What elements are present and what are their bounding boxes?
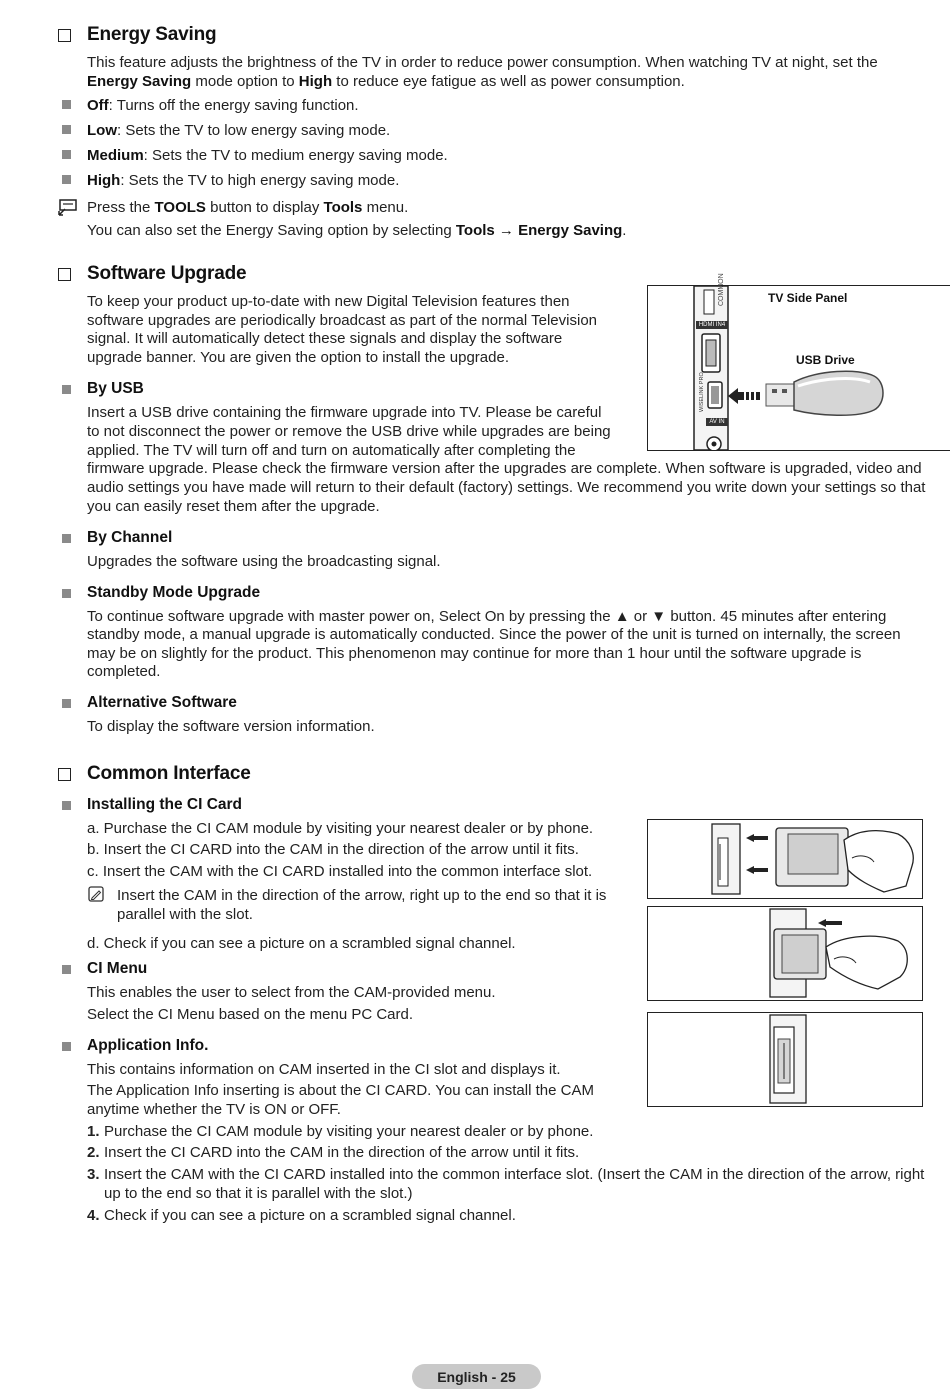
energy-intro-line1: This feature adjusts the brightness of the TV in order to reduce power consumption. When watching TV at night, set the bbox=[87, 54, 878, 71]
cam-slot-illustration bbox=[648, 907, 922, 1000]
installing-step-d: d. Check if you can see a picture on a scrambled signal channel. bbox=[87, 935, 516, 952]
standby-line: may be on slightly for the product. This phenomenon may continue for more than 1 hour until the software upgrade is bbox=[87, 645, 862, 662]
numbered-step: Insert the CI CARD into the CAM in the direction of the arrow until it fits. bbox=[104, 1144, 580, 1161]
energy-option-low: Low: Sets the TV to low energy saving mode. bbox=[87, 122, 391, 139]
numbered-index: 3. bbox=[87, 1166, 100, 1183]
installing-ci-title: Installing the CI Card bbox=[87, 796, 243, 813]
installing-step: a. Purchase the CI CAM module by visiting your nearest dealer or by phone. bbox=[87, 820, 594, 837]
bullet-square-icon bbox=[62, 175, 71, 184]
installing-step: b. Insert the CI CARD into the CAM in the direction of the arrow until it fits. bbox=[87, 841, 579, 858]
by-usb-line: you can easily reset them after the upgrade. bbox=[87, 498, 380, 515]
bullet-square-icon bbox=[62, 534, 71, 543]
software-intro-line: signal. It will automatically detect these signals and display the software bbox=[87, 330, 563, 347]
by-usb-line: firmware upgrade. Please check the firmware version after the upgrades are complete. When software is upgraded, video and bbox=[87, 460, 922, 477]
section-checkbox-icon bbox=[58, 29, 71, 42]
numbered-step: Purchase the CI CAM module by visiting your nearest dealer or by phone. bbox=[104, 1123, 594, 1140]
ci-card-into-cam-figure bbox=[647, 819, 923, 899]
page-number-badge: English - 25 bbox=[412, 1364, 541, 1389]
bullet-square-icon bbox=[62, 801, 71, 810]
by-channel-title: By Channel bbox=[87, 529, 173, 546]
app-info-line: The Application Info inserting is about the CI CARD. You can install the CAM bbox=[87, 1082, 594, 1099]
alternative-title: Alternative Software bbox=[87, 694, 237, 711]
section-checkbox-icon bbox=[58, 768, 71, 781]
numbered-step: Insert the CAM with the CI CARD installed into the common interface slot. (Insert the CAM in the direction of the arrow, right bbox=[104, 1166, 925, 1183]
software-upgrade-heading: Software Upgrade bbox=[87, 263, 247, 284]
port-common-label bbox=[718, 296, 725, 306]
tv-side-panel-illustration bbox=[648, 286, 950, 450]
by-usb-line: applied. The TV will turn off and turn on automatically after completing the bbox=[87, 442, 576, 459]
usb-drive-label: USB Drive bbox=[796, 353, 855, 367]
by-channel-line: Upgrades the software using the broadcasting signal. bbox=[87, 553, 441, 570]
app-info-line: anytime whether the TV is ON or OFF. bbox=[87, 1101, 341, 1118]
tools-path-note: You can also set the Energy Saving option by selecting Tools → Energy Saving. bbox=[87, 222, 627, 239]
bullet-square-icon bbox=[62, 150, 71, 159]
bullet-square-icon bbox=[62, 125, 71, 134]
note-icon bbox=[88, 886, 105, 903]
cam-into-slot-figure bbox=[647, 906, 923, 1001]
energy-intro-line2: Energy Saving mode option to High to reduce eye fatigue as well as power consumption. bbox=[87, 73, 685, 90]
standby-title: Standby Mode Upgrade bbox=[87, 584, 261, 601]
standby-line: To continue software upgrade with master power on, Select On by pressing the ▲ or ▼ button. 45 minutes after entering bbox=[87, 608, 887, 625]
installing-note-line: parallel with the slot. bbox=[117, 906, 253, 923]
section-checkbox-icon bbox=[58, 268, 71, 281]
energy-option-off: Off: Turns off the energy saving function. bbox=[87, 97, 359, 114]
alternative-line: To display the software version information. bbox=[87, 718, 375, 735]
cam-installed-figure bbox=[647, 1012, 923, 1107]
numbered-step-continuation: up to the end so that it is parallel with the slot.) bbox=[104, 1185, 413, 1202]
bullet-square-icon bbox=[62, 100, 71, 109]
by-usb-line: Insert a USB drive containing the firmware upgrade into TV. Please be careful bbox=[87, 404, 602, 421]
bullet-square-icon bbox=[62, 965, 71, 974]
ci-menu-title: CI Menu bbox=[87, 960, 148, 977]
common-interface-heading: Common Interface bbox=[87, 763, 251, 784]
tools-remote-icon bbox=[57, 198, 79, 216]
application-info-title: Application Info. bbox=[87, 1037, 209, 1054]
tools-note: Press the TOOLS button to display Tools menu. bbox=[87, 199, 409, 216]
port-av-label: AV IN bbox=[709, 419, 725, 425]
bullet-square-icon bbox=[62, 699, 71, 708]
energy-option-high: High: Sets the TV to high energy saving mode. bbox=[87, 172, 400, 189]
app-info-line: This contains information on CAM inserted in the CI slot and displays it. bbox=[87, 1061, 561, 1078]
numbered-step: Check if you can see a picture on a scrambled signal channel. bbox=[104, 1207, 516, 1224]
by-usb-line: to not disconnect the power or remove the USB drive while upgrades are being bbox=[87, 423, 611, 440]
cam-installed-illustration bbox=[648, 1013, 922, 1106]
software-intro-line: upgrade banner. You are given the option to install the upgrade. bbox=[87, 349, 509, 366]
port-hdmi-label: HDMI IN4 bbox=[698, 322, 726, 328]
by-usb-title: By USB bbox=[87, 380, 144, 397]
bullet-square-icon bbox=[62, 589, 71, 598]
energy-option-medium: Medium: Sets the TV to medium energy saving mode. bbox=[87, 147, 448, 164]
bullet-square-icon bbox=[62, 385, 71, 394]
energy-saving-heading: Energy Saving bbox=[87, 24, 217, 45]
standby-line: completed. bbox=[87, 663, 161, 680]
numbered-index: 4. bbox=[87, 1207, 100, 1224]
numbered-index: 1. bbox=[87, 1123, 100, 1140]
cam-card-illustration bbox=[648, 820, 922, 898]
bullet-square-icon bbox=[62, 1042, 71, 1051]
ci-menu-line: Select the CI Menu based on the menu PC Card. bbox=[87, 1006, 414, 1023]
usb-side-panel-figure bbox=[647, 285, 950, 451]
numbered-index: 2. bbox=[87, 1144, 100, 1161]
by-usb-line: audio settings you have made will return to their default (factory) settings. We recommend you write down your settings so that bbox=[87, 479, 926, 496]
installing-step: c. Insert the CAM with the CI CARD installed into the common interface slot. bbox=[87, 863, 593, 880]
software-intro-line: To keep your product up-to-date with new Digital Television features then bbox=[87, 293, 570, 310]
ci-menu-line: This enables the user to select from the CAM-provided menu. bbox=[87, 984, 496, 1001]
software-intro-line: software upgrades are periodically broadcast as part of the normal Television bbox=[87, 312, 597, 329]
tv-side-panel-label: TV Side Panel bbox=[768, 291, 848, 305]
port-usb-label: WISELINK PRO bbox=[699, 372, 705, 412]
standby-line: standby mode, a manual upgrade is automatically conducted. Since the power of the unit is turned on internally, the screen bbox=[87, 626, 901, 643]
installing-note-line: Insert the CAM in the direction of the arrow, right up to the end so that it is bbox=[117, 887, 607, 904]
